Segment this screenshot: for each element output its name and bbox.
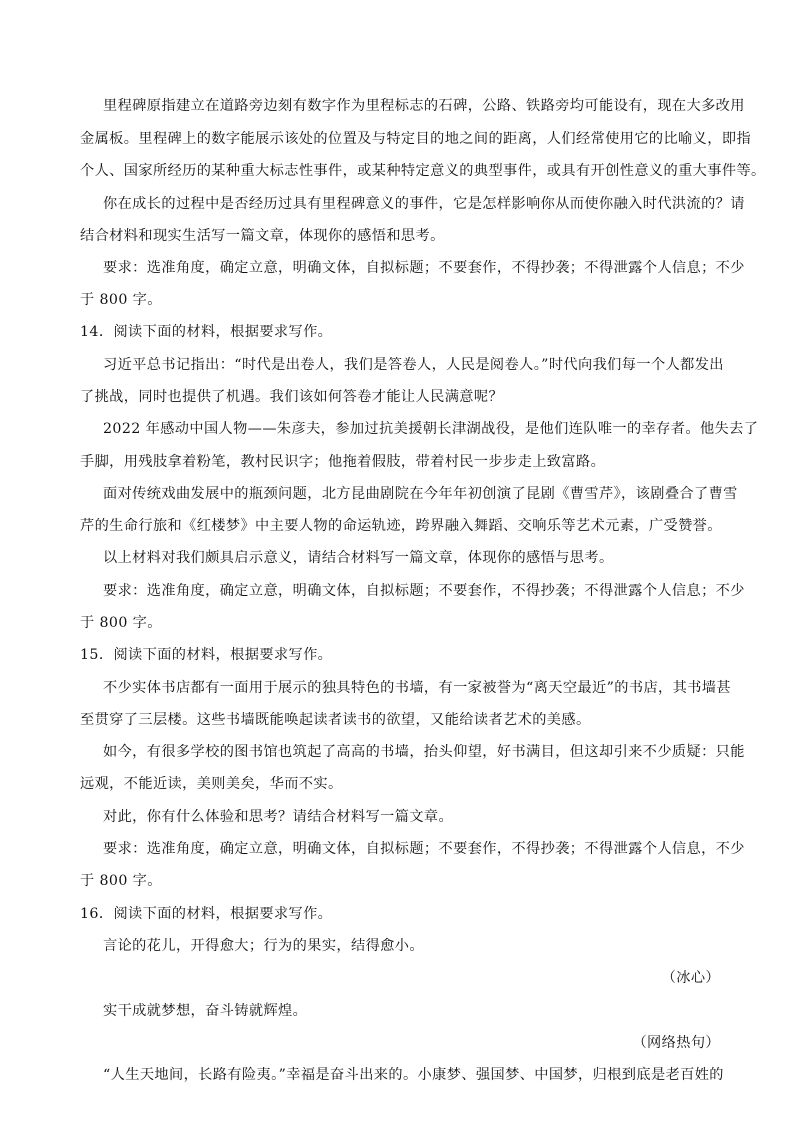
q13-requirements-line-2: 于 800 字。 bbox=[80, 292, 162, 308]
q13-paragraph-1-line-1: 里程碑原指建立在道路旁边刻有数字作为里程标志的石碑，公路、铁路旁均可能设有，现在大多改用 bbox=[103, 98, 745, 114]
q16-quote-2-source: （网络热句） bbox=[632, 1035, 720, 1051]
q15-paragraph-3: 对此，你有什么体验和思考？请结合材料写一篇文章。 bbox=[103, 809, 454, 825]
q15-heading: 15．阅读下面的材料，根据要求写作。 bbox=[80, 647, 333, 663]
q14-paragraph-1-line-1: 习近平总书记指出：“时代是出卷人，我们是答卷人，人民是阅卷人。”时代向我们每一个人都发出 bbox=[103, 357, 724, 373]
q14-requirements-line-2: 于 800 字。 bbox=[80, 615, 162, 631]
q16-quote-1: 言论的花儿，开得愈大；行为的果实，结得愈小。 bbox=[103, 938, 424, 954]
q14-requirements-line-1: 要求：选准角度，确定立意，明确文体，自拟标题；不要套作，不得抄袭；不得泄露个人信息；不少 bbox=[103, 583, 745, 599]
q14-paragraph-1-line-2: 了挑战，同时也提供了机遇。我们该如何答卷才能让人民满意呢？ bbox=[80, 389, 504, 405]
q14-paragraph-2-line-2: 手脚，用残肢拿着粉笔，教村民识字；他拖着假肢，带着村民一步步走上致富路。 bbox=[80, 454, 606, 470]
q13-paragraph-1-line-2: 金属板。里程碑上的数字能展示该处的位置及与特定目的地之间的距离，人们经常使用它的比喻义，即指 bbox=[80, 131, 752, 147]
q13-paragraph-2-line-2: 结合材料和现实生活写一篇文章，体现你的感悟和思考。 bbox=[80, 228, 445, 244]
q16-heading: 16．阅读下面的材料，根据要求写作。 bbox=[80, 906, 333, 922]
q16-quote-2: 实干成就梦想，奋斗铸就辉煌。 bbox=[103, 1003, 308, 1019]
q16-paragraph-1-line-1: “人生天地间，长路有险夷。”幸福是奋斗出来的。小康梦、强国梦、中国梦，归根到底是老百姓的 bbox=[103, 1067, 724, 1083]
q15-paragraph-1-line-1: 不少实体书店都有一面用于展示的独具特色的书墙，有一家被誉为“离天空最近”的书店，其书墙甚 bbox=[103, 680, 731, 696]
q16-quote-1-source: （冰心） bbox=[661, 970, 720, 986]
q14-paragraph-2-line-1: 2022 年感动中国人物——朱彦夫，参加过抗美援朝长津湖战役，是他们连队唯一的幸存者。他失去了 bbox=[103, 421, 759, 437]
q14-paragraph-3-line-2: 芹的生命行旅和《红楼梦》中主要人物的命运轨迹，跨界融入舞蹈、交响乐等艺术元素，广受赞誉。 bbox=[80, 518, 722, 534]
q14-paragraph-3-line-1: 面对传统戏曲发展中的瓶颈问题，北方昆曲剧院在今年年初创演了昆剧《曹雪芹》，该剧叠合了曹雪 bbox=[103, 486, 738, 502]
q15-requirements-line-1: 要求：选准角度，确定立意，明确文体，自拟标题；不要套作，不得抄袭；不得泄露个人信息，不少 bbox=[103, 841, 745, 857]
q14-paragraph-4: 以上材料对我们颇具启示意义，请结合材料写一篇文章，体现你的感悟与思考。 bbox=[103, 550, 614, 566]
q15-paragraph-2-line-2: 远观，不能近读，美则美矣，华而不实。 bbox=[80, 776, 343, 792]
q14-heading: 14．阅读下面的材料，根据要求写作。 bbox=[80, 324, 333, 340]
q15-paragraph-2-line-1: 如今，有很多学校的图书馆也筑起了高高的书墙，抬头仰望，好书满目，但这却引来不少质疑：只能 bbox=[103, 744, 745, 760]
q15-requirements-line-2: 于 800 字。 bbox=[80, 873, 162, 889]
q13-requirements-line-1: 要求：选准角度，确定立意，明确文体，自拟标题；不要套作，不得抄袭；不得泄露个人信息；不少 bbox=[103, 260, 745, 276]
q13-paragraph-1-line-3: 个人、国家所经历的某种重大标志性事件，或某种特定意义的典型事件，或具有开创性意义的重大事件等。 bbox=[80, 163, 766, 179]
q15-paragraph-1-line-2: 至贯穿了三层楼。这些书墙既能唤起读者读书的欲望，又能给读者艺术的美感。 bbox=[80, 712, 591, 728]
q13-paragraph-2-line-1: 你在成长的过程中是否经历过具有里程碑意义的事件，它是怎样影响你从而使你融入时代洪流的？请 bbox=[103, 196, 745, 212]
